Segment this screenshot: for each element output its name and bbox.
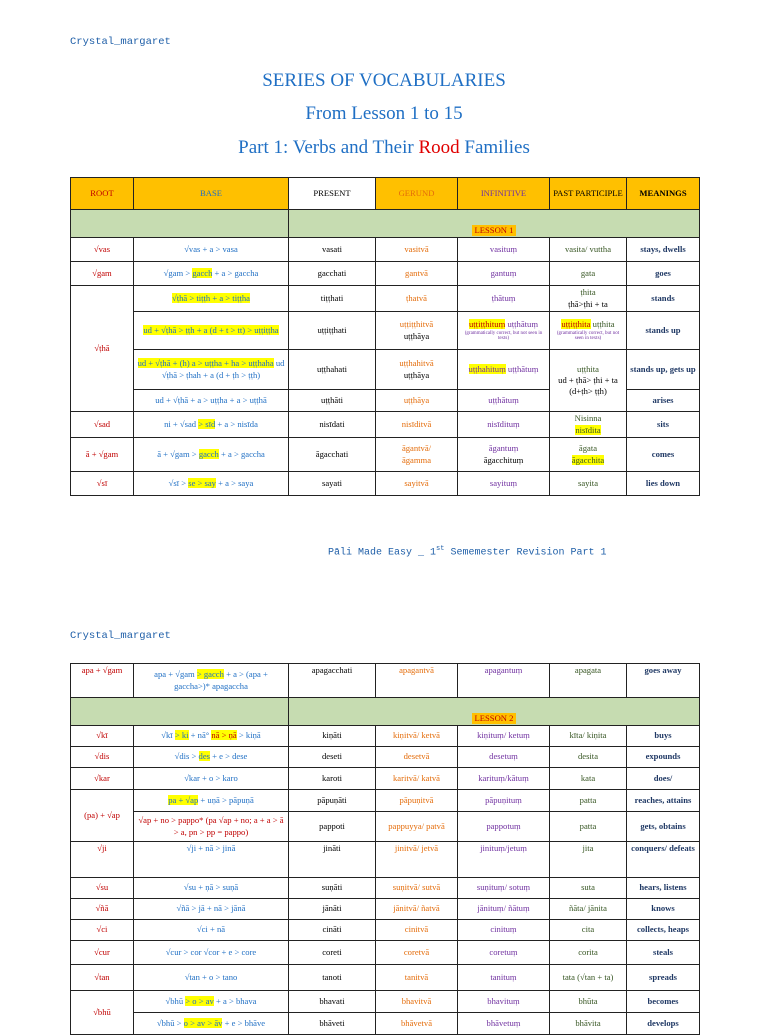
lesson-label: LESSON 2 — [472, 713, 517, 724]
vocab-table-2 — [70, 663, 700, 1035]
vocab-table-1 — [70, 177, 700, 496]
doc-title: SERIES OF VOCABULARIES — [262, 70, 506, 91]
doc-subtitle: From Lesson 1 to 15 — [305, 103, 463, 124]
table-row: √vas √vas + a > vasa vasati vasitvā vasituṃ vasita/ vuttha stays, dwells — [71, 238, 700, 262]
table-row: (pa) + √ap pa + √ap + uṇā > pāpuṇā pāpuṇāti pāpuṇitvā pāpuṇituṃ patta reaches, attains — [71, 790, 700, 812]
table-row: √kar √kar + o > karo karoti karitvā/ katvā karituṃ/kātuṃ kata does/ — [71, 768, 700, 790]
lesson-row — [71, 698, 700, 726]
table-row: √kī √kī > ki + nā° nā > ṇā > kiṇā kiṇāti kiṇitvā/ ketvā kiṇituṃ/ ketuṃ kīta/ kiṇita buys — [71, 726, 700, 747]
table-row: √ji √ji + nā > jinā jināti jinitvā/ jetvā jinituṃ/jetuṃ jita conquers/ defeats — [71, 842, 700, 878]
table-row: √tan √tan + o > tano tanoti tanitvā tanituṃ tata (√tan + ta) spreads — [71, 965, 700, 991]
header-past-participle: PAST PARTICIPLE — [550, 178, 627, 210]
header-gerund: GERUND — [376, 178, 458, 210]
page-footer: Pāli Made Easy _ 1st Sememester Revision Part 1 — [328, 545, 607, 559]
table-row: √su √su + ṇā > suṇā suṇāti suṇitvā/ sutvā suṇituṃ/ sotuṃ suta hears, listens — [71, 878, 700, 899]
table-row: √ap + no > pappo* (pa √ap + no; a + a > ā > a, pn > pp = pappo) pappoti pappuyya/ patvā pappotuṃ patta gets, obtains — [71, 812, 700, 842]
table-row: √gam √gam > gacch + a > gaccha gacchati gantvā gantuṃ gata goes — [71, 262, 700, 286]
header-infinitive: INFINITIVE — [458, 178, 550, 210]
header-base: BASE — [134, 178, 289, 210]
table-row: ud + √ṭhā > ṭṭh + a (d + t > tt) > uṭṭiṭṭha uṭṭiṭṭhati uṭṭiṭṭhitvā uṭṭhāya uṭṭiṭṭhituṃ uṭṭhātuṃ (grammatically correct, but not seen in texts) uṭṭiṭṭhita uṭṭhita (grammatically correct, but not seen in texts) stands up — [71, 312, 700, 350]
table-row: ud + √ṭhā + a > uṭṭha + a > uṭṭhā uṭṭhāti uṭṭhāya uṭṭhātuṃ arises — [71, 390, 700, 412]
table-row: √sī √sī > se > say + a > saya sayati sayitvā sayituṃ sayita lies down — [71, 472, 700, 496]
header-root: ROOT — [71, 178, 134, 210]
table-row: √cur √cur > cor √cor + e > core coreti coretvā coretuṃ corita steals — [71, 941, 700, 965]
lesson-row — [71, 210, 700, 238]
table-row: √ṭhā √ṭhā > tiṭṭh + a > tiṭṭha tiṭṭhati ṭhatvā ṭhātuṃ ṭhita ṭhā>ṭhi + ta stands — [71, 286, 700, 312]
header-meanings: MEANINGS — [627, 178, 700, 210]
table-row: ud + √ṭhā + (h) a > uṭṭha + ha > uṭṭhaha ud √ṭhā > ṭhah + a (d + ṭh > ṭṭh) uṭṭhahati uṭṭhahitvā uṭṭhāya uṭṭhahituṃ uṭṭhātuṃ uṭṭhita ud + ṭhā> ṭhi + ta (d+ṭh> ṭṭh) stands up, gets up — [71, 350, 700, 390]
table-row: √bhū √bhū > o > av + a > bhava bhavati bhavitvā bhavituṃ bhūta becomes — [71, 991, 700, 1013]
part-title: Part 1: Verbs and Their Rood Families — [238, 137, 530, 158]
table-header — [71, 178, 700, 210]
author-name: Crystal_margaret — [70, 630, 171, 642]
table-row: √sad ni + √sad > sīd + a > nisīda nisīdati nisīditvā nisīdituṃ Nisinna nisīdita sits — [71, 412, 700, 438]
lesson-label: LESSON 1 — [472, 225, 517, 236]
table-row: √ñā √ñā > jā + nā > jānā jānāti jānitvā/ ñatvā jānituṃ/ ñātuṃ ñāta/ jānita knows — [71, 899, 700, 920]
table-row: √ci √ci + nā cināti cinitvā cinituṃ cita collects, heaps — [71, 920, 700, 941]
author-name: Crystal_margaret — [70, 36, 171, 48]
table-row: √bhū > o > av > āv + e > bhāve bhāveti bhāvetvā bhāvetuṃ bhāvita develops — [71, 1013, 700, 1035]
header-present: PRESENT — [289, 178, 376, 210]
table-row: apa + √gam apa + √gam > gacch + a > (apa + gaccha>)* apagaccha apagacchati apagantvā apagantuṃ apagata goes away — [71, 664, 700, 698]
table-row: √dis √dis > des + e > dese deseti desetvā desetuṃ desita expounds — [71, 747, 700, 768]
table-row: ā + √gam ā + √gam > gacch + a > gaccha āgacchati āgantvā/ āgamma āgantuṃ āgacchituṃ āgata āgacchita comes — [71, 438, 700, 472]
